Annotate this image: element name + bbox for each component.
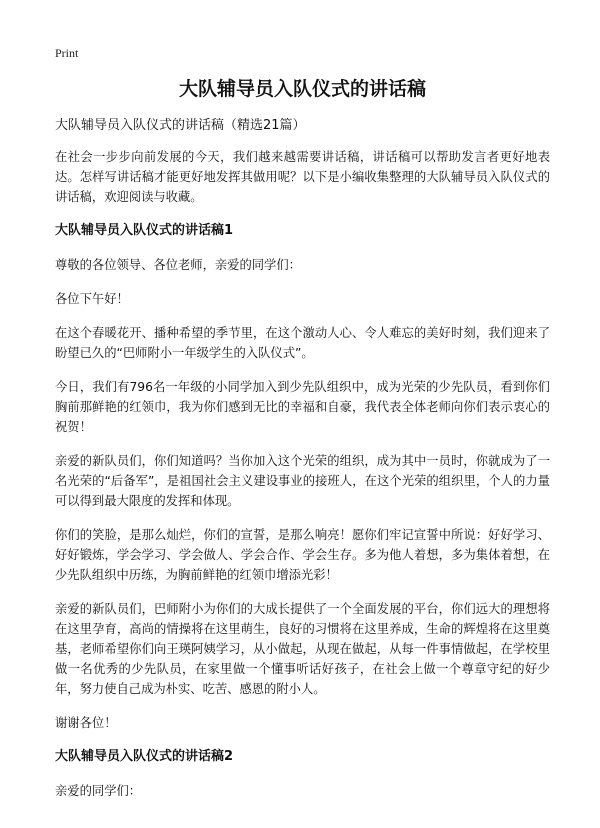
- intro-paragraph: 在社会一步步向前发展的今天，我们越来越需要讲话稿，讲话稿可以帮助发言者更好地表达。怎样写讲话稿才能更好地发挥其做用呢？以下是小编收集整理的大队辅导员入队仪式的讲话稿，欢迎阅读与收藏。: [55, 150, 550, 204]
- section-2-heading: 大队辅导员入队仪式的讲话稿2: [55, 749, 234, 764]
- section-1-paragraph: 亲爱的新队员们，你们知道吗？当你加入这个光荣的组织，成为其中一员时，你就成为了一名光荣的“后备军”，是祖国社会主义建设事业的接班人，在这个光荣的组织里，个人的力量可以得到最大限度的发挥和体现。: [55, 454, 550, 508]
- section-1-paragraph: 各位下午好！: [55, 292, 129, 306]
- document-title: 大队辅导员入队仪式的讲话稿: [178, 78, 426, 100]
- section-1-paragraph: 今日，我们有796名一年级的小同学加入到少先队组织中，成为光荣的少先队员，看到你们胸前那鲜艳的红领巾，我为你们感到无比的幸福和自豪，我代表全体老师向你们表示衷心的祝贺！: [55, 380, 550, 434]
- section-1-paragraph: 尊敬的各位领导、各位老师，亲爱的同学们：: [55, 258, 301, 272]
- section-1-paragraph: 亲爱的新队员们，巴师附小为你们的大成长提供了一个全面发展的平台，你们远大的理想将在这里孕育，高尚的情操将在这里萌生，良好的习惯将在这里养成，生命的辉煌将在这里奠基，老师希望你们向王瑛阿姨学习，从小做起，从现在做起，从每一件事情做起，在学校里做一名优秀的少先队员，在家里做一个懂事听话好孩子，在社会上做一个尊章守纪的好少年，努力使自己成为朴实、吃苦、感恩的附小人。: [55, 602, 550, 696]
- section-1-paragraph: 在这个春暖花开、播种希望的季节里，在这个激动人心、令人难忘的美好时刻，我们迎来了盼望已久的“巴师附小一年级学生的入队仪式”。: [55, 326, 550, 360]
- print-link[interactable]: Print: [55, 46, 79, 60]
- section-1-heading: 大队辅导员入队仪式的讲话稿1: [55, 223, 234, 238]
- document-body: [55, 76, 550, 815]
- section-2-paragraph: 亲爱的同学们：: [55, 784, 142, 798]
- document-subtitle: 大队辅导员入队仪式的讲话稿（精选21篇）: [55, 118, 306, 133]
- section-1-paragraph: 你们的笑脸，是那么灿烂，你们的宣誓，是那么响亮！愿你们牢记宣誓中所说：好好学习、好好锻炼，学会学习、学会做人、学会合作、学会生存。多为他人着想，多为集体着想，在少先队组织中历练，为胸前鲜艳的红领巾增添光彩！: [55, 528, 550, 582]
- section-1-paragraph: 谢谢各位！: [55, 716, 117, 730]
